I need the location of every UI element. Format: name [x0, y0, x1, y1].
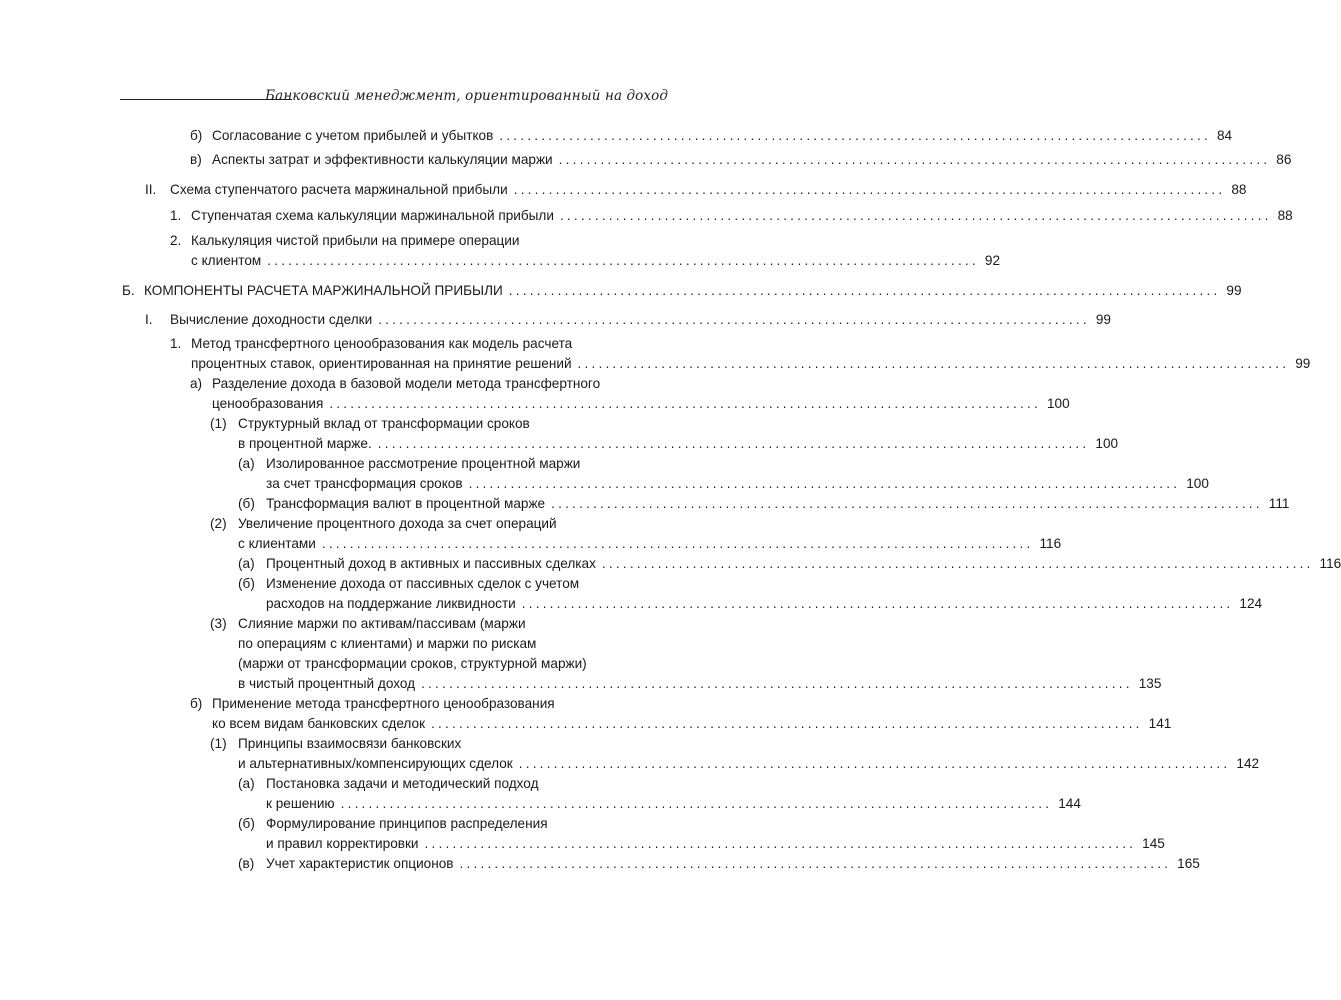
- toc-entry-title: Вычисление доходности сделки: [170, 312, 373, 327]
- toc-entry-number: 2.: [170, 233, 182, 248]
- toc-entry-title-continued: с клиентом: [191, 253, 262, 268]
- toc-entry[interactable]: [0, 374, 1070, 414]
- toc-entry-title: КОМПОНЕНТЫ РАСЧЕТА МАРЖИНАЛЬНОЙ ПРИБЫЛИ: [144, 283, 503, 298]
- toc-entry[interactable]: [0, 310, 1111, 330]
- toc-page-number: 135: [1138, 676, 1162, 691]
- toc-entry-title-continued: (маржи от трансформации сроков, структурной маржи): [238, 656, 587, 671]
- toc-entry[interactable]: [0, 514, 1062, 554]
- toc-entry-number: (в): [238, 856, 255, 871]
- leader-dots: ......................................................................................................: [424, 836, 1137, 851]
- toc-entry[interactable]: [0, 334, 1311, 374]
- toc-entry[interactable]: [0, 126, 1233, 146]
- toc-entry[interactable]: [0, 414, 1119, 454]
- leader-dots: ......................................................................................................: [508, 283, 1221, 298]
- toc-entry-number: (1): [210, 736, 227, 751]
- toc-entry-number: (а): [238, 776, 255, 791]
- leader-dots: ......................................................................................................: [321, 536, 1034, 551]
- toc-entry-title: Аспекты затрат и эффективности калькуляции маржи: [212, 152, 553, 167]
- toc-page-number: 99: [1095, 312, 1111, 327]
- toc-page-number: 88: [1277, 208, 1293, 223]
- toc-page-number: 116: [1039, 536, 1062, 551]
- toc-entry-title: Формулирование принципов распределения: [266, 816, 548, 831]
- toc-entry-number: (2): [210, 516, 227, 531]
- toc-page-number: 84: [1216, 128, 1233, 143]
- leader-dots: ......................................................................................................: [518, 756, 1231, 771]
- leader-dots: ......................................................................................................: [551, 496, 1263, 511]
- leader-dots: ......................................................................................................: [577, 356, 1290, 371]
- toc-entry-number: (3): [210, 616, 227, 631]
- toc-entry[interactable]: [0, 774, 1081, 814]
- toc-entry-number: II.: [145, 182, 157, 197]
- leader-dots: ......................................................................................................: [431, 716, 1143, 731]
- toc-entry-title: Разделение дохода в базовой модели метода трансфертного: [212, 376, 601, 391]
- toc-entry[interactable]: [0, 206, 1293, 226]
- toc-entry-title: Учет характеристик опционов: [266, 856, 454, 871]
- toc-entry-title: Изменение дохода от пассивных сделок с учетом: [266, 576, 580, 591]
- toc-page-number: 142: [1236, 756, 1260, 771]
- toc-entry[interactable]: [0, 614, 1162, 694]
- toc-entry-title: Калькуляция чистой прибыли на примере операции: [191, 233, 520, 248]
- toc-page-number: 92: [984, 253, 1001, 268]
- toc-entry-title-continued: процентных ставок, ориентированная на принятие решений: [191, 356, 572, 371]
- toc-entry[interactable]: [0, 281, 1242, 301]
- toc-entry-number: (а): [238, 556, 255, 571]
- leader-dots: ......................................................................................................: [499, 128, 1211, 143]
- toc-page-number: 100: [1095, 436, 1119, 451]
- toc-entry[interactable]: [0, 694, 1172, 734]
- toc-page-number: 141: [1148, 716, 1172, 731]
- toc-entry-title-continued: в процентной марже.: [238, 436, 372, 451]
- toc-entry-number: б): [190, 128, 203, 143]
- toc-entry-title: Изолированное рассмотрение процентной маржи: [266, 456, 581, 471]
- toc-entry[interactable]: [0, 494, 1290, 514]
- toc-entry-title: Согласование с учетом прибылей и убытков: [212, 128, 494, 143]
- toc-page-number: 86: [1276, 152, 1292, 167]
- toc-entry[interactable]: [0, 734, 1260, 774]
- toc-entry-title: Структурный вклад от трансформации сроков: [238, 416, 530, 431]
- toc-entry-title-continued: ценообразования: [212, 396, 324, 411]
- toc-entry-title-continued: к решению: [266, 796, 335, 811]
- leader-dots: ......................................................................................................: [267, 253, 979, 268]
- leader-dots: ......................................................................................................: [421, 676, 1133, 691]
- toc-entry-number: (б): [238, 816, 255, 831]
- toc-entry-number: (а): [238, 456, 255, 471]
- toc-entry-title: Схема ступенчатого расчета маржинальной прибыли: [170, 182, 508, 197]
- toc-entry-title: Постановка задачи и методический подход: [266, 776, 539, 791]
- toc-page-number: 99: [1226, 283, 1242, 298]
- toc-entry[interactable]: [0, 574, 1263, 614]
- toc-entry-number: в): [190, 152, 202, 167]
- toc-entry[interactable]: [0, 814, 1165, 854]
- toc-entry-title: Применение метода трансфертного ценообразования: [212, 696, 555, 711]
- toc-entry-title-continued: за счет трансформация сроков: [266, 476, 463, 491]
- toc-entry-title-continued: по операциям с клиентами) и маржи по рискам: [238, 636, 537, 651]
- toc-entry-title-continued: расходов на поддержание ликвидности: [266, 596, 516, 611]
- toc-entry-title: Трансформация валют в процентной марже: [266, 496, 546, 511]
- leader-dots: ......................................................................................................: [459, 856, 1172, 871]
- toc-entry-title-continued: ко всем видам банковских сделок: [212, 716, 426, 731]
- toc-entry[interactable]: [0, 231, 1001, 271]
- toc-page-number: 99: [1295, 356, 1311, 371]
- toc-page-number: 144: [1058, 796, 1081, 811]
- toc-entry-title-continued: и альтернативных/компенсирующих сделок: [238, 756, 513, 771]
- toc-entry[interactable]: [0, 554, 1341, 574]
- toc-page-number: 124: [1239, 596, 1263, 611]
- book-title: Банковский менеджмент, ориентированный на доход: [265, 88, 668, 104]
- leader-dots: ......................................................................................................: [377, 436, 1090, 451]
- toc-page-number: 88: [1231, 182, 1247, 197]
- toc-entry-title: Увеличение процентного дохода за счет операций: [238, 516, 557, 531]
- toc-entry-title: Ступенчатая схема калькуляции маржинальной прибыли: [191, 208, 554, 223]
- toc-entry-number: I.: [145, 312, 153, 327]
- toc-entry-title: Принципы взаимосвязи банковских: [238, 736, 462, 751]
- toc-entry-title-continued: и правил корректировки: [266, 836, 419, 851]
- toc-page-number: 145: [1142, 836, 1165, 851]
- leader-dots: ......................................................................................................: [601, 556, 1314, 571]
- toc-entry-number: Б.: [122, 283, 135, 298]
- toc-entry-title-continued: в чистый процентный доход: [238, 676, 416, 691]
- toc-entry-title: Процентный доход в активных и пассивных сделках: [266, 556, 596, 571]
- leader-dots: ......................................................................................................: [521, 596, 1234, 611]
- toc-page-number: 116: [1319, 556, 1341, 571]
- leader-dots: ......................................................................................................: [468, 476, 1181, 491]
- toc-entry[interactable]: [0, 180, 1247, 200]
- toc-entry[interactable]: [0, 150, 1292, 170]
- toc-page-number: 165: [1177, 856, 1200, 871]
- toc-entry[interactable]: [0, 854, 1200, 874]
- running-header: [120, 88, 668, 108]
- toc-entry-title: Метод трансфертного ценообразования как модель расчета: [191, 336, 573, 351]
- leader-dots: ......................................................................................................: [559, 208, 1272, 223]
- toc-entry[interactable]: [0, 454, 1209, 494]
- toc-entry-number: (б): [238, 576, 255, 591]
- toc-entry-number: 1.: [170, 336, 182, 351]
- toc-entry-number: б): [190, 696, 203, 711]
- toc-entry-number: 1.: [170, 208, 182, 223]
- leader-dots: ......................................................................................................: [340, 796, 1053, 811]
- toc-entry-number: (б): [238, 496, 255, 511]
- toc-entry-title-continued: с клиентами: [238, 536, 316, 551]
- toc-entry-number: а): [190, 376, 203, 391]
- toc-page-number: 100: [1046, 396, 1070, 411]
- leader-dots: ......................................................................................................: [558, 152, 1271, 167]
- leader-dots: ......................................................................................................: [513, 182, 1226, 197]
- toc-page-number: 111: [1268, 496, 1290, 511]
- toc-page-number: 100: [1186, 476, 1209, 491]
- table-of-contents: [0, 126, 1341, 874]
- leader-dots: ......................................................................................................: [378, 312, 1090, 327]
- toc-entry-number: (1): [210, 416, 227, 431]
- leader-dots: ......................................................................................................: [329, 396, 1041, 411]
- toc-entry-title: Слияние маржи по активам/пассивам (маржи: [238, 616, 526, 631]
